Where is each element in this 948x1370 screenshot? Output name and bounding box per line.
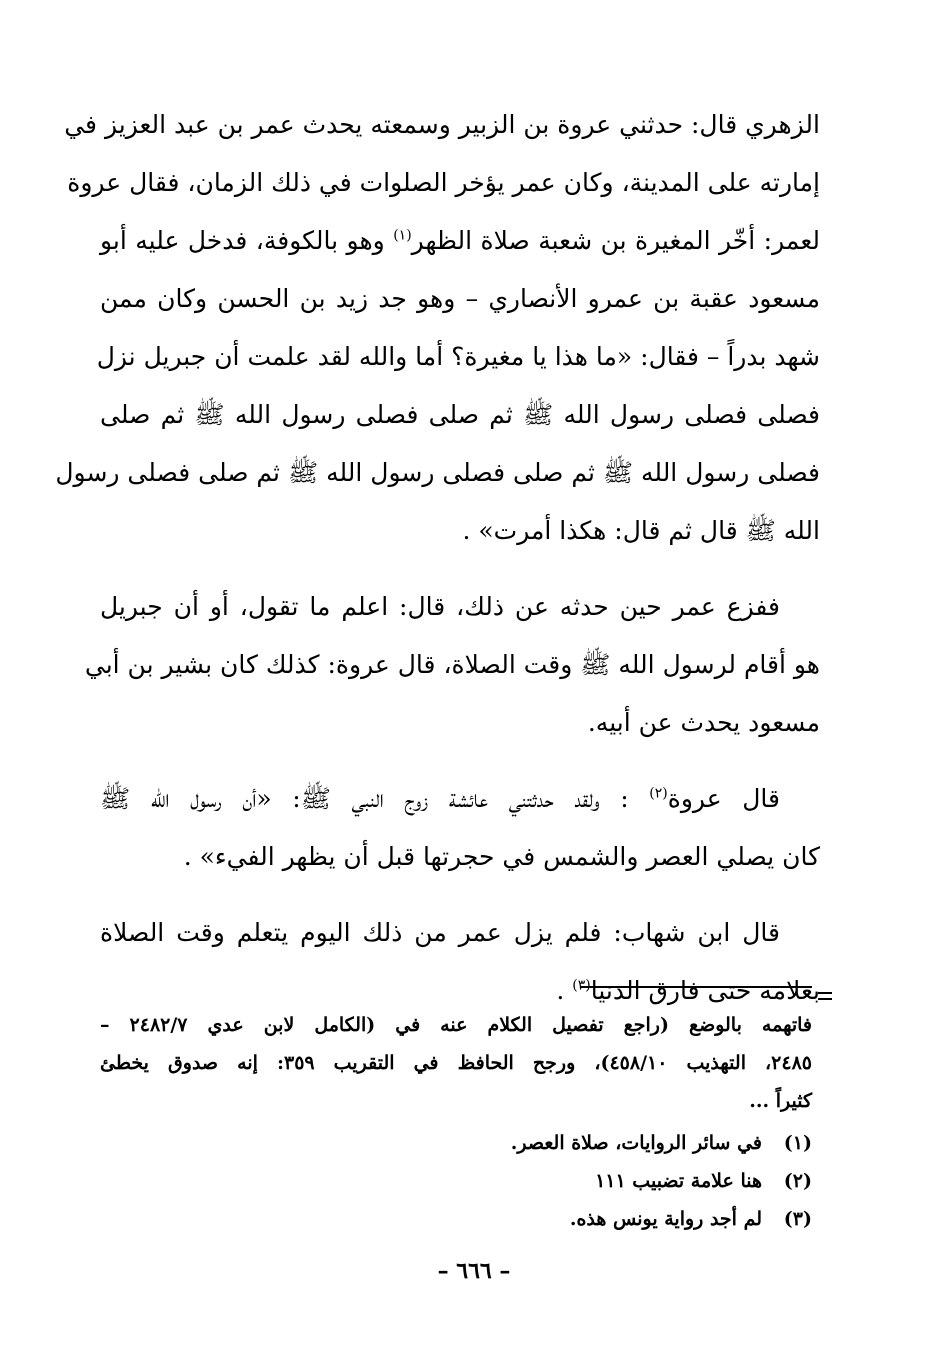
text-line xyxy=(100,770,820,828)
footnote-separator xyxy=(580,986,812,988)
text-line: فصلى فصلى رسول الله ﷺ ثم صلى فصلى رسول الله ﷺ ثم صلى xyxy=(100,400,820,429)
text-segment: وهو بالكوفة، فدخل عليه أبو xyxy=(100,226,394,255)
footnote-ref-3: (٣) xyxy=(572,977,591,994)
text-line: شهد بدراً – فقال: «ما هذا يا مغيرة؟ أما والله لقد علمت أن جبريل نزل xyxy=(96,342,820,371)
footnote-ref-2: (٢) xyxy=(649,785,668,802)
footnote-text: لم أجد رواية يونس هذه. xyxy=(569,1208,762,1230)
footnotes xyxy=(100,1006,812,1238)
footnote-text: في سائر الروايات، صلاة العصر. xyxy=(510,1132,762,1154)
text-line: ففزع عمر حين حدثه عن ذلك، قال: اعلم ما تقول، أو أن جبريل xyxy=(100,592,780,621)
footnote-text: هنا علامة تضبيب ١١١ xyxy=(595,1170,762,1192)
page-number: – ٦٦٦ – xyxy=(437,1258,511,1284)
paragraph-1 xyxy=(55,96,820,560)
text-line: هو أقام لرسول الله ﷺ وقت الصلاة، قال عروة: كذلك كان بشير بن أبي xyxy=(84,650,820,679)
footnote-line: فاتهمه بالوضع (راجع تفصيل الكلام عنه في (الكامل لابن عدي ٢٤٨٢/٧ – xyxy=(100,1014,812,1036)
text-segment: . xyxy=(556,976,573,1005)
text-line xyxy=(100,212,820,270)
text-line: مسعود عقبة بن عمرو الأنصاري – وهو جد زيد بن الحسن وكان ممن xyxy=(100,284,820,313)
text-line: إمارته على المدينة، وكان عمر يؤخر الصلوات في ذلك الزمان، فقال عروة xyxy=(67,168,820,197)
text-segment: لعمر: أخّر المغيرة بن شعبة صلاة الظهر xyxy=(411,226,820,255)
footnote-continuation xyxy=(100,1006,812,1120)
main-text xyxy=(55,96,820,1038)
footnote-line: كثيراً ... xyxy=(749,1090,812,1112)
footnote-continuation-mark xyxy=(818,992,832,1000)
footnote-number: (٣) xyxy=(783,1208,812,1230)
text-line: مسعود يحدث عن أبيه. xyxy=(587,708,820,737)
footnote-3 xyxy=(100,1200,812,1238)
text-line: قال ابن شهاب: فلم يزل عمر من ذلك اليوم يتعلم وقت الصلاة xyxy=(100,918,780,947)
text-line: كان يصلي العصر والشمس في حجرتها قبل أن يظهر الفيء» . xyxy=(183,842,820,871)
footnote-line: ٢٤٨٥، التهذيب ٤٥٨/١٠)، ورجح الحافظ في التقريب ٣٥٩: إنه صدوق يخطئ xyxy=(100,1052,812,1074)
paragraph-3 xyxy=(100,770,820,886)
text-line: فصلى رسول الله ﷺ ثم صلى فصلى رسول الله ﷺ ثم صلى فصلى رسول xyxy=(55,458,820,487)
text-segment: بعلامة حتى فارق الدنيا xyxy=(590,976,820,1005)
paragraph-4 xyxy=(100,904,820,1020)
footnote-ref-1: (١) xyxy=(393,227,412,244)
text-line: الله ﷺ قال ثم قال: هكذا أمرت» . xyxy=(462,516,820,545)
footnote-1 xyxy=(100,1124,812,1162)
text-segment: قال عروة xyxy=(667,784,780,813)
footnote-number: (١) xyxy=(783,1132,812,1154)
text-segment: : ولقد حدثتني عائشة زوج النبي ﷺ: «أن رسول الله ﷺ xyxy=(100,784,650,813)
footnote-2 xyxy=(100,1162,812,1200)
paragraph-2 xyxy=(84,578,820,752)
text-line: الزهري قال: حدثني عروة بن الزبير وسمعته يحدث عمر بن عبد العزيز في xyxy=(64,110,820,139)
footnote-number: (٢) xyxy=(783,1170,812,1192)
